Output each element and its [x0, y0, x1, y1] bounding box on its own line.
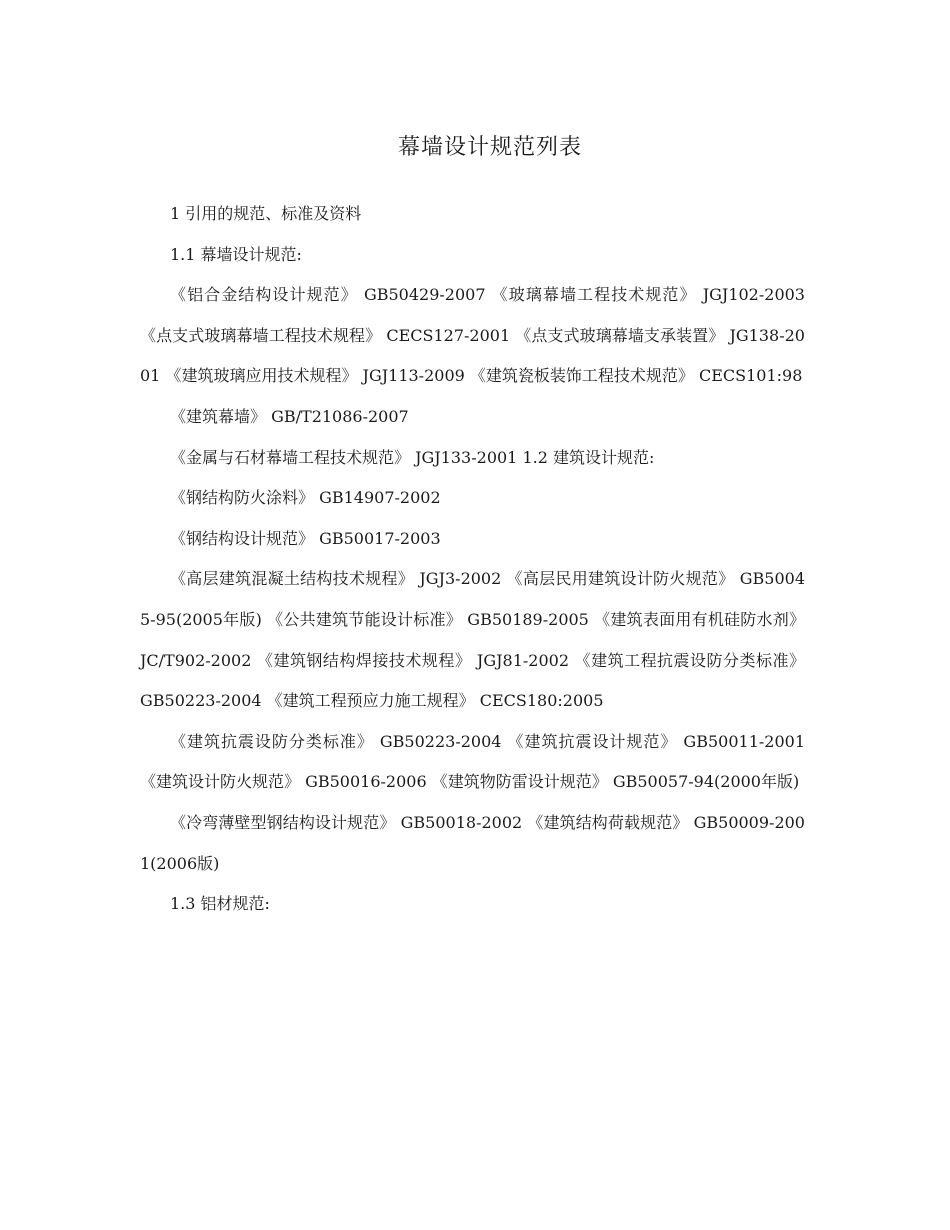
paragraph-fire-coating: 《钢结构防火涂料》 GB14907-2002 [170, 488, 441, 508]
paragraph-steel-design: 《钢结构设计规范》 GB50017-2003 [170, 528, 441, 548]
paragraph-building-codes: 《高层建筑混凝土结构技术规程》 JGJ3-2002 《高层民用建筑设计防火规范》 GB50045-95(2005年版) 《公共建筑节能设计标准》 GB50189-2005 《建筑表面用有机硅防水剂》 JC/T902-2002 《建筑钢结构焊接技术规程》 JGJ81-2002 《建筑工程抗震设防分类标准》 GB50223-2004 《建筑工程预应力施工规程》 CECS180:2005 [140, 569, 805, 711]
section-heading-1-1: 1.1 幕墙设计规范: [170, 244, 302, 264]
paragraph-curtain-wall-standard: 《建筑幕墙》 GB/T21086-2007 [170, 406, 409, 426]
section-heading-1: 1 引用的规范、标准及资料 [170, 204, 362, 223]
paragraph-load-codes: 《冷弯薄壁型钢结构设计规范》 GB50018-2002 《建筑结构荷载规范》 GB50009-2001(2006版) [140, 812, 805, 873]
paragraph-metal-stone-code: 《金属与石材幕墙工程技术规范》 JGJ133-2001 1.2 建筑设计规范: [170, 447, 655, 467]
document-title: 幕墙设计规范列表 [397, 135, 582, 160]
document-body [140, 194, 805, 925]
section-heading-1-3: 1.3 铝材规范: [170, 894, 270, 914]
paragraph-seismic-codes: 《建筑抗震设防分类标准》 GB50223-2004 《建筑抗震设计规范》 GB50011-2001 《建筑设计防火规范》 GB50016-2006 《建筑物防雷设计规范》 GB50057-94(2000年版) [140, 731, 805, 792]
paragraph-curtain-wall-codes: 《铝合金结构设计规范》 GB50429-2007 《玻璃幕墙工程技术规范》 JGJ102-2003 《点支式玻璃幕墙工程技术规程》 CECS127-2001 《点支式玻璃幕墙支承装置》 JG138-2001 《建筑玻璃应用技术规程》 JGJ113-2009 《建筑瓷板装饰工程技术规范》 CECS101:98 [140, 285, 805, 386]
